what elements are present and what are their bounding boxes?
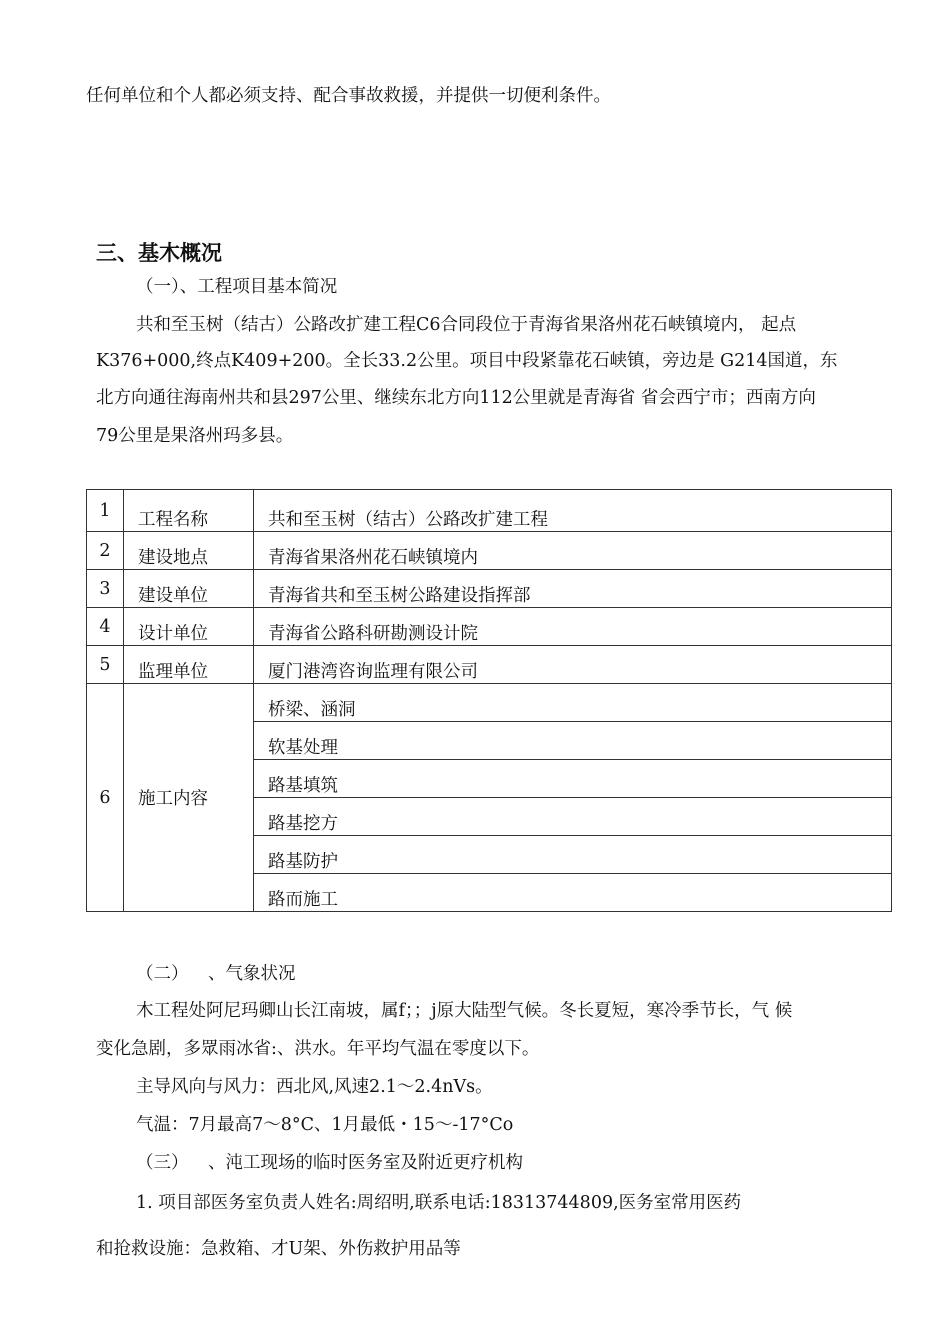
intro-paragraph: 任何单位和个人都必须支持、配合事故救援，并提供一切便利条件。 [86, 86, 611, 106]
subsection-title-2: 、气象状况 [208, 964, 296, 984]
project-paragraph-line: 79公里是果洛州玛多县。 [96, 426, 294, 446]
subsection-title-3-prefix: （三） [136, 1153, 189, 1173]
row-label: 建设单位 [124, 570, 254, 608]
row-label: 设计单位 [124, 608, 254, 646]
row-value: 路基挖方 [254, 798, 892, 836]
row-number: 4 [87, 608, 124, 646]
table-row [87, 490, 892, 532]
section-title: 三、基木概况 [96, 241, 222, 265]
row-value: 软基处理 [254, 722, 892, 760]
table-row [87, 646, 892, 684]
subsection-title-1: （一）、工程项目基本简况 [136, 277, 338, 297]
row-label: 工程名称 [124, 490, 254, 532]
row-value: 路而施工 [254, 874, 892, 912]
row-number: 2 [87, 532, 124, 570]
table-row [87, 684, 892, 722]
row-number: 6 [87, 684, 124, 912]
wind-paragraph: 主导风向与风力：西北风,风速2.1〜2.4nVs。 [136, 1077, 493, 1097]
row-number: 5 [87, 646, 124, 684]
temperature-paragraph: 气温：7月最高7〜8°C、1月最低・15〜-17°Co [136, 1115, 514, 1135]
medical-item-line: 和抢救设施：急救箱、才U架、外伤救护用品等 [96, 1239, 461, 1259]
row-label: 监理单位 [124, 646, 254, 684]
project-paragraph-line: 共和至玉树（结古）公路改扩建工程C6合同段位于青海省果洛州花石峡镇境内， 起点 [136, 315, 797, 335]
table-row [87, 570, 892, 608]
row-value: 路基填筑 [254, 760, 892, 798]
table-row [87, 608, 892, 646]
weather-paragraph-line: 变化急剧，多眾雨冰省:、洪水。年平均气温在零度以下。 [96, 1039, 540, 1059]
row-value: 厦门港湾咨询监理有限公司 [254, 646, 892, 684]
row-value: 青海省果洛州花石峡镇境内 [254, 532, 892, 570]
row-value: 青海省共和至玉树公路建设指挥部 [254, 570, 892, 608]
row-value: 共和至玉树（结古）公路改扩建工程 [254, 490, 892, 532]
row-value: 路基防护 [254, 836, 892, 874]
project-paragraph-line: 北方向通往海南州共和县297公里、继续东北方向112公里就是青海省 省会西宁市；西南方向 [96, 388, 816, 408]
project-paragraph-line: K376+000,终点K409+200。全长33.2公里。项目中段紧靠花石峡镇，旁边是 G214国道，东 [96, 351, 838, 371]
subsection-title-3: 、沌工现场的临时医务室及附近更疗机构 [208, 1153, 523, 1173]
row-label: 建设地点 [124, 532, 254, 570]
project-info-table [86, 489, 892, 912]
row-label: 施工内容 [124, 684, 254, 912]
row-number: 3 [87, 570, 124, 608]
medical-item-line: 1. 项目部医务室负责人姓名:周绍明,联系电话:18313744809,医务室常用医药 [136, 1193, 742, 1213]
row-value: 桥梁、涵洞 [254, 684, 892, 722]
weather-paragraph-line: 木工程处阿尼玛卿山长江南坡，属f；；j原大陆型气候。冬长夏短，寒冷季节长，气 候 [136, 1001, 793, 1021]
subsection-title-2-prefix: （二） [136, 964, 189, 984]
row-number: 1 [87, 490, 124, 532]
table-row [87, 532, 892, 570]
row-value: 青海省公路科研勘测设计院 [254, 608, 892, 646]
